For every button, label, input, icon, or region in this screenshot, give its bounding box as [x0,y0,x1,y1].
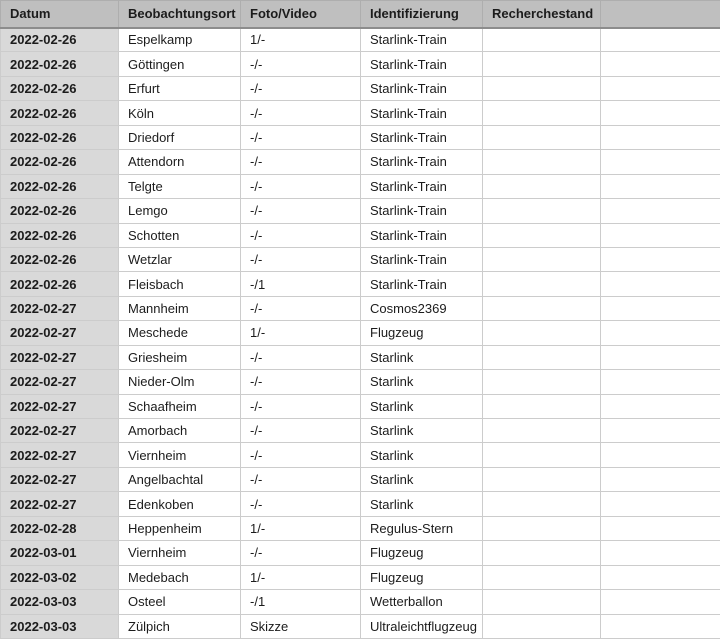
cell-identifizierung: Starlink [361,443,483,467]
cell-empty [601,565,720,589]
cell-beobachtungsort: Osteel [119,590,241,614]
cell-beobachtungsort: Espelkamp [119,28,241,52]
cell-beobachtungsort: Heppenheim [119,516,241,540]
cell-empty [601,247,720,271]
table-row [1,28,720,52]
cell-recherchestand [483,345,601,369]
cell-recherchestand [483,28,601,52]
table-row [1,590,720,614]
cell-foto-video: -/- [241,419,361,443]
table-row [1,174,720,198]
cell-foto-video: 1/- [241,321,361,345]
cell-recherchestand [483,565,601,589]
cell-foto-video: -/- [241,174,361,198]
cell-empty [601,101,720,125]
cell-beobachtungsort: Mannheim [119,296,241,320]
cell-identifizierung: Regulus-Stern [361,516,483,540]
cell-datum: 2022-02-27 [1,394,119,418]
cell-datum: 2022-02-27 [1,345,119,369]
cell-recherchestand [483,52,601,76]
table-row [1,370,720,394]
table-row [1,419,720,443]
cell-identifizierung: Starlink-Train [361,174,483,198]
cell-foto-video: -/- [241,76,361,100]
cell-datum: 2022-02-27 [1,443,119,467]
cell-identifizierung: Ultraleichtflugzeug [361,614,483,639]
cell-beobachtungsort: Schaafheim [119,394,241,418]
cell-datum: 2022-02-26 [1,101,119,125]
cell-empty [601,150,720,174]
table-row [1,272,720,296]
cell-datum: 2022-02-26 [1,199,119,223]
cell-datum: 2022-02-28 [1,516,119,540]
header-row [1,1,720,28]
cell-recherchestand [483,223,601,247]
cell-foto-video: -/- [241,52,361,76]
cell-recherchestand [483,614,601,639]
cell-datum: 2022-03-02 [1,565,119,589]
cell-foto-video: -/- [241,370,361,394]
cell-empty [601,492,720,516]
cell-datum: 2022-03-03 [1,614,119,639]
cell-foto-video: 1/- [241,565,361,589]
cell-foto-video: -/- [241,443,361,467]
table-row [1,223,720,247]
column-header-datum: Datum [1,1,119,28]
cell-foto-video: -/- [241,247,361,271]
cell-datum: 2022-02-26 [1,52,119,76]
table-row [1,101,720,125]
cell-empty [601,28,720,52]
cell-beobachtungsort: Meschede [119,321,241,345]
cell-recherchestand [483,370,601,394]
cell-recherchestand [483,296,601,320]
cell-datum: 2022-02-27 [1,296,119,320]
cell-datum: 2022-02-27 [1,321,119,345]
cell-datum: 2022-02-26 [1,125,119,149]
cell-empty [601,516,720,540]
table-row [1,516,720,540]
cell-beobachtungsort: Griesheim [119,345,241,369]
cell-beobachtungsort: Erfurt [119,76,241,100]
cell-identifizierung: Starlink [361,370,483,394]
cell-identifizierung: Starlink-Train [361,247,483,271]
cell-foto-video: -/- [241,125,361,149]
cell-beobachtungsort: Amorbach [119,419,241,443]
column-header-foto-video: Foto/Video [241,1,361,28]
cell-foto-video: -/- [241,101,361,125]
cell-recherchestand [483,101,601,125]
cell-recherchestand [483,174,601,198]
table-row [1,321,720,345]
cell-identifizierung: Starlink-Train [361,150,483,174]
table-row [1,492,720,516]
table-row [1,76,720,100]
cell-empty [601,174,720,198]
cell-empty [601,394,720,418]
cell-identifizierung: Starlink [361,345,483,369]
cell-datum: 2022-02-26 [1,76,119,100]
cell-empty [601,321,720,345]
cell-beobachtungsort: Lemgo [119,199,241,223]
table-row [1,150,720,174]
cell-beobachtungsort: Wetzlar [119,247,241,271]
cell-identifizierung: Starlink [361,394,483,418]
cell-identifizierung: Starlink-Train [361,125,483,149]
column-header-empty [601,1,720,28]
cell-beobachtungsort: Zülpich [119,614,241,639]
cell-beobachtungsort: Fleisbach [119,272,241,296]
cell-identifizierung: Starlink [361,467,483,491]
table-row [1,565,720,589]
cell-beobachtungsort: Viernheim [119,443,241,467]
table-row [1,394,720,418]
cell-recherchestand [483,272,601,296]
cell-datum: 2022-02-27 [1,492,119,516]
cell-foto-video: -/- [241,541,361,565]
cell-foto-video: -/1 [241,272,361,296]
column-header-recherchestand: Recherchestand [483,1,601,28]
cell-identifizierung: Starlink-Train [361,272,483,296]
cell-beobachtungsort: Nieder-Olm [119,370,241,394]
table-row [1,125,720,149]
cell-foto-video: -/- [241,150,361,174]
cell-recherchestand [483,247,601,271]
cell-identifizierung: Starlink [361,492,483,516]
table-row [1,199,720,223]
cell-foto-video: Skizze [241,614,361,639]
cell-beobachtungsort: Angelbachtal [119,467,241,491]
cell-identifizierung: Starlink [361,419,483,443]
cell-foto-video: -/- [241,199,361,223]
cell-datum: 2022-02-27 [1,370,119,394]
cell-recherchestand [483,492,601,516]
cell-empty [601,223,720,247]
cell-beobachtungsort: Viernheim [119,541,241,565]
cell-empty [601,76,720,100]
table-row [1,467,720,491]
cell-empty [601,52,720,76]
cell-empty [601,419,720,443]
cell-empty [601,345,720,369]
cell-identifizierung: Starlink-Train [361,223,483,247]
cell-foto-video: 1/- [241,516,361,540]
cell-empty [601,614,720,639]
cell-identifizierung: Wetterballon [361,590,483,614]
cell-recherchestand [483,199,601,223]
table-row [1,345,720,369]
cell-foto-video: -/- [241,223,361,247]
cell-empty [601,272,720,296]
cell-empty [601,125,720,149]
cell-datum: 2022-02-26 [1,247,119,271]
cell-beobachtungsort: Telgte [119,174,241,198]
cell-foto-video: -/- [241,296,361,320]
cell-recherchestand [483,467,601,491]
cell-recherchestand [483,516,601,540]
cell-identifizierung: Flugzeug [361,541,483,565]
column-header-beobachtungsort: Beobachtungsort [119,1,241,28]
cell-empty [601,296,720,320]
cell-recherchestand [483,76,601,100]
cell-identifizierung: Cosmos2369 [361,296,483,320]
cell-datum: 2022-02-26 [1,223,119,247]
cell-recherchestand [483,590,601,614]
cell-beobachtungsort: Medebach [119,565,241,589]
cell-recherchestand [483,419,601,443]
cell-identifizierung: Flugzeug [361,321,483,345]
cell-identifizierung: Starlink-Train [361,28,483,52]
cell-datum: 2022-02-27 [1,467,119,491]
table-row [1,52,720,76]
cell-datum: 2022-03-03 [1,590,119,614]
cell-foto-video: -/- [241,345,361,369]
table-header [1,1,720,28]
cell-identifizierung: Starlink-Train [361,101,483,125]
cell-empty [601,541,720,565]
cell-recherchestand [483,321,601,345]
cell-beobachtungsort: Köln [119,101,241,125]
cell-identifizierung: Starlink-Train [361,199,483,223]
table-row [1,541,720,565]
cell-beobachtungsort: Attendorn [119,150,241,174]
cell-datum: 2022-02-26 [1,174,119,198]
cell-datum: 2022-03-01 [1,541,119,565]
cell-beobachtungsort: Schotten [119,223,241,247]
cell-foto-video: -/1 [241,590,361,614]
cell-foto-video: -/- [241,394,361,418]
table-body [1,28,720,639]
cell-recherchestand [483,150,601,174]
cell-empty [601,370,720,394]
cell-datum: 2022-02-26 [1,272,119,296]
cell-recherchestand [483,394,601,418]
table-row [1,296,720,320]
cell-beobachtungsort: Göttingen [119,52,241,76]
cell-foto-video: -/- [241,467,361,491]
cell-identifizierung: Starlink-Train [361,76,483,100]
cell-datum: 2022-02-26 [1,150,119,174]
cell-identifizierung: Flugzeug [361,565,483,589]
cell-recherchestand [483,125,601,149]
cell-identifizierung: Starlink-Train [361,52,483,76]
table-row [1,247,720,271]
cell-recherchestand [483,541,601,565]
table-row [1,614,720,639]
cell-foto-video: 1/- [241,28,361,52]
cell-datum: 2022-02-27 [1,419,119,443]
cell-datum: 2022-02-26 [1,28,119,52]
table-row [1,443,720,467]
cell-empty [601,590,720,614]
column-header-identifizierung: Identifizierung [361,1,483,28]
cell-beobachtungsort: Driedorf [119,125,241,149]
cell-recherchestand [483,443,601,467]
cell-empty [601,199,720,223]
cell-empty [601,467,720,491]
cell-empty [601,443,720,467]
cell-foto-video: -/- [241,492,361,516]
cell-beobachtungsort: Edenkoben [119,492,241,516]
